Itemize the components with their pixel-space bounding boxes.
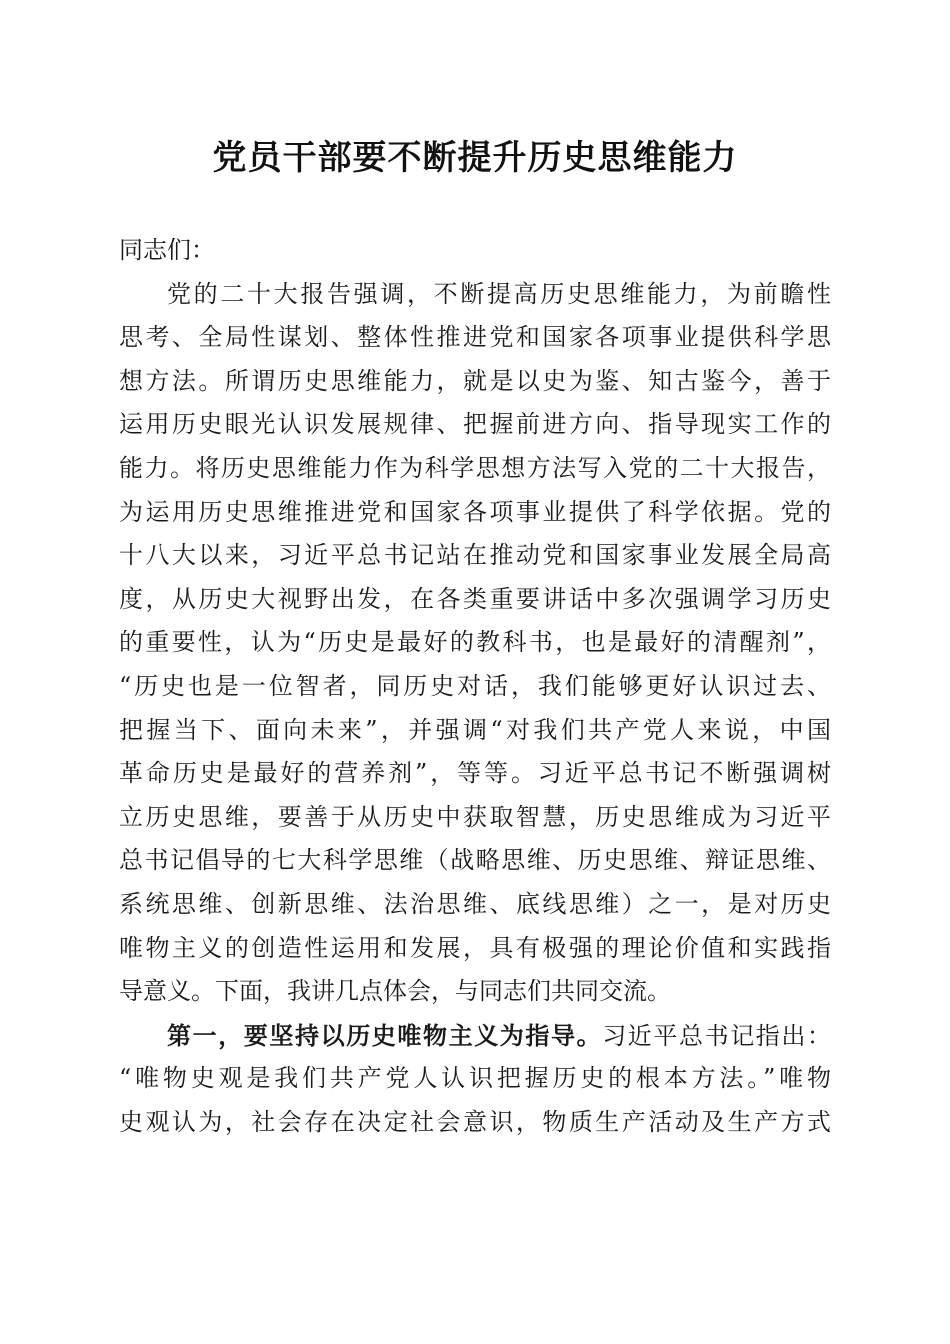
paragraph-1 (119, 273, 831, 1014)
paragraph-line: 想方法。所谓历史思维能力，就是以史为鉴、知古鉴今，善于 (119, 366, 831, 395)
paragraph-line: 唯物主义的创造性运用和发展，具有极强的理论价值和实践指 (119, 933, 831, 962)
paragraph-line: 革命历史是最好的营养剂”，等等。习近平总书记不断强调树 (119, 759, 831, 788)
paragraph-line: 总书记倡导的七大科学思维（战略思维、历史思维、辩证思维、 (119, 846, 831, 875)
salutation: 同志们： (119, 236, 215, 264)
paragraph-line: 导意义。下面，我讲几点体会，与同志们共同交流。 (119, 977, 671, 1006)
paragraph-2 (119, 1014, 831, 1145)
paragraph-line (119, 1014, 831, 1058)
document-title: 党员干部要不断提升历史思维能力 (212, 138, 738, 178)
paragraph-line: 党的二十大报告强调，不断提高历史思维能力，为前瞻性 (167, 279, 831, 308)
paragraph-line: 系统思维、创新思维、法治思维、底线思维）之一，是对历史 (119, 889, 831, 918)
paragraph-line: 把握当下、面向未来”，并强调“对我们共产党人来说，中国 (119, 715, 831, 744)
paragraph-line: 思考、全局性谋划、整体性推进党和国家各项事业提供科学思 (119, 323, 831, 352)
paragraph-line: 立历史思维，要善于从历史中获取智慧，历史思维成为习近平 (119, 802, 831, 831)
paragraph-line: “唯物史观是我们共产党人认识把握历史的根本方法。”唯物 (119, 1064, 831, 1093)
paragraph-line: 的重要性，认为“历史是最好的教科书，也是最好的清醒剂”， (119, 628, 831, 657)
paragraph-line: 十八大以来，习近平总书记站在推动党和国家事业发展全局高 (119, 541, 831, 570)
section-heading: 第一，要坚持以历史唯物主义为指导。 (167, 1020, 603, 1050)
paragraph-line: 史观认为，社会存在决定社会意识，物质生产活动及生产方式 (119, 1107, 831, 1136)
paragraph-line: 运用历史眼光认识发展规律、把握前进方向、指导现实工作的 (119, 410, 831, 439)
paragraph-line: 度，从历史大视野出发，在各类重要讲话中多次强调学习历史 (119, 584, 831, 613)
inline-text: 习近平总书记指出： (602, 1021, 832, 1050)
document-body (119, 229, 831, 1144)
paragraph-line: 能力。将历史思维能力作为科学思想方法写入党的二十大报告， (119, 453, 831, 482)
paragraph-line: “历史也是一位智者，同历史对话，我们能够更好认识过去、 (119, 671, 831, 700)
paragraph-line: 为运用历史思维推进党和国家各项事业提供了科学依据。党的 (119, 497, 831, 526)
